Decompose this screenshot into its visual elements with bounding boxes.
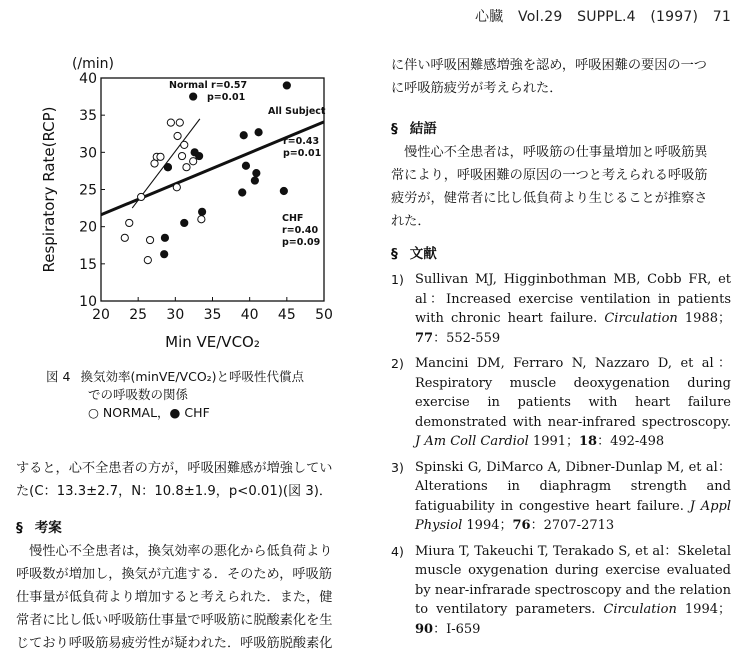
reference-pages: ：552-559 [433,330,501,346]
section-heading [16,517,361,540]
figure-caption [46,368,356,422]
x-tick-label: 20 [92,307,110,323]
normal-point [176,119,183,126]
text-line: すると，心不全患者の方が，呼吸困難感が増強してい [16,461,333,476]
annotation-normal: p=0.01 [207,92,246,103]
journal-suppl: SUPPL.4 [577,9,636,25]
reference-journal: Circulation [604,311,678,326]
reference-pages: ：I-659 [433,621,481,637]
page-number: 71 [712,9,731,25]
normal-point [167,119,174,126]
annotation-all: All Subject [268,106,326,117]
text-line: じており呼吸筋易疲労性が疑われた．呼吸筋脱酸素化 [16,636,333,651]
reference-item [391,542,731,640]
normal-point [198,216,205,223]
reference-year: 1994； [462,518,513,533]
figure-title: 換気効率(minVE/VCO₂)と呼吸性代償点 [80,369,305,384]
journal-year: (1997) [650,9,699,25]
reference-text: Miura T, Takeuchi T, Terakado S, et al：Skeletal muscle oxygenation during exercise evaluated by near-infrarade spectroscopy and the relation to ventilatory parameters. [415,543,731,617]
reference-number: 1) [391,272,404,287]
figure-title-cont: での呼吸数の関係 [88,387,189,402]
x-tick-label: 30 [166,307,185,323]
chf-point [164,164,171,171]
chf-point [196,152,203,159]
text-line: 慢性心不全患者は，呼吸筋の仕事量増加と呼吸筋異 [391,145,708,160]
y-tick-label: 20 [79,219,97,236]
running-header [465,6,731,26]
reference-number: 3) [391,459,404,475]
section-mark: § [391,246,398,262]
reference-year: 1988； [677,311,731,326]
figure-4 [30,50,360,380]
annotation-chf: r=0.40 [282,225,319,236]
scatter-chart [30,50,360,380]
text-line: れた． [391,214,431,229]
reference-volume: 90 [415,621,434,637]
text-line: 常により，呼吸困難の原因の一つと考えられる呼吸筋 [391,168,708,183]
reference-item [391,354,731,452]
text-line: に呼吸筋疲労が考えられた． [391,81,563,96]
x-axis-label: Min VE/VCO₂ [165,333,260,351]
reference-number: 4) [391,543,404,559]
chf-point [242,162,249,169]
normal-point [144,257,151,264]
normal-point [178,152,185,159]
text-line: 常者に比し低い呼吸筋仕事量で呼吸筋に脱酸素化を生 [16,613,333,628]
annotation-normal: Normal r=0.57 [169,80,248,91]
journal-volume: Vol.29 [518,9,563,25]
chf-point [198,208,205,215]
reference-volume: 76 [512,518,531,533]
annotation-allstats: p=0.01 [283,148,322,159]
text-line: た(C：13.3±2.7，N：10.8±1.9，p<0.01)(図 3)． [16,484,333,499]
reference-journal: J Appl Physiol [415,498,731,533]
chf-point [253,170,260,177]
text-line: 慢性心不全患者は，換気効率の悪化から低負荷より [16,544,333,559]
x-tick-label: 50 [315,307,333,323]
chf-point [239,189,246,196]
normal-point [173,184,180,191]
chf-point [240,132,247,139]
chf-point [161,251,168,258]
chf-point [280,187,287,194]
x-tick-label: 45 [277,307,296,323]
reference-list [391,270,731,639]
x-tick-label: 35 [203,307,222,323]
normal-point [181,141,188,148]
text-line: に伴い呼吸困難感増強を認め，呼吸困難の要因の一つ [391,58,707,73]
normal-point [126,219,133,226]
section-mark: § [16,520,23,536]
text-line: 仕事量が低負荷より増加すると考えられた．また，健 [16,590,333,605]
reference-pages: ：492-498 [597,434,665,449]
section-references [391,243,731,645]
chf-point [283,82,290,89]
annotation-allstats: r=0.43 [283,136,320,147]
reference-journal: J Am Coll Cardiol [415,434,529,449]
reference-year: 1991； [528,434,580,449]
y-axis-label: Respiratory Rate(RCP) [40,106,58,273]
figure-number: 図 4 [46,369,71,384]
normal-point [157,153,164,160]
y-tick-label: 25 [79,182,97,199]
section-mark: § [391,121,398,137]
section-discussion [16,517,361,655]
annotation-chf: CHF [282,213,304,224]
text-line: 疲労が，健常者に比し低負荷より生じることが推察さ [391,191,708,206]
normal-point [146,236,153,243]
reference-journal: Circulation [603,602,677,617]
section-title: 考案 [34,520,62,536]
figure-legend: ○ NORMAL，● CHF [88,405,210,420]
normal-point [151,160,158,167]
text-line: 呼吸数が増加し，換気が亢進する．そのため，呼吸筋 [16,567,332,582]
normal-point [174,132,181,139]
left-paragraph [16,457,361,503]
chf-point [190,93,197,100]
annotation-chf: p=0.09 [282,237,321,248]
reference-number: 2) [391,356,404,371]
normal-point [183,164,190,171]
section-heading [391,118,731,141]
chf-point [255,129,262,136]
reference-text: Sullivan MJ, Higginbothman MB, Cobb FR, et al：Increased exercise ventilation in patients with chronic heart failure. [415,272,731,326]
section-title: 文献 [409,246,437,262]
reference-item [391,458,731,536]
right-paragraph [391,54,731,100]
chf-point [181,219,188,226]
normal-point [138,193,145,200]
reference-volume: 77 [415,330,434,346]
normal-point [121,234,128,241]
reference-volume: 18 [579,434,598,449]
x-tick-label: 40 [240,307,259,323]
y-tick-label: 30 [79,145,97,162]
reference-pages: ：2707-2713 [530,518,615,533]
y-tick-label: 35 [79,108,97,125]
section-title: 結語 [409,121,437,137]
reference-text: Mancini DM, Ferraro N, Nazzaro D, et al：Respiratory muscle deoxygenation during exercise in patients with heart failure demonstrated with near-infrared spectroscopy. [415,356,731,430]
y-tick-label: 15 [79,256,97,273]
chf-point [251,177,258,184]
reference-item [391,270,731,348]
reference-year: 1994； [676,602,731,617]
chf-point [161,234,168,241]
normal-point [190,158,197,165]
section-heading [391,243,731,266]
y-tick-label: 10 [79,294,97,310]
y-axis-unit: (/min) [71,56,115,72]
reference-text: Spinski G, DiMarco A, Dibner-Dunlap M, et al：Alterations in diaphragm strength and fatiguability in congestive heart failure. [415,459,731,514]
x-tick-label: 25 [129,307,148,323]
section-conclusion [391,118,731,233]
y-tick-label: 40 [79,71,97,87]
journal-name: 心臓 [474,9,504,25]
